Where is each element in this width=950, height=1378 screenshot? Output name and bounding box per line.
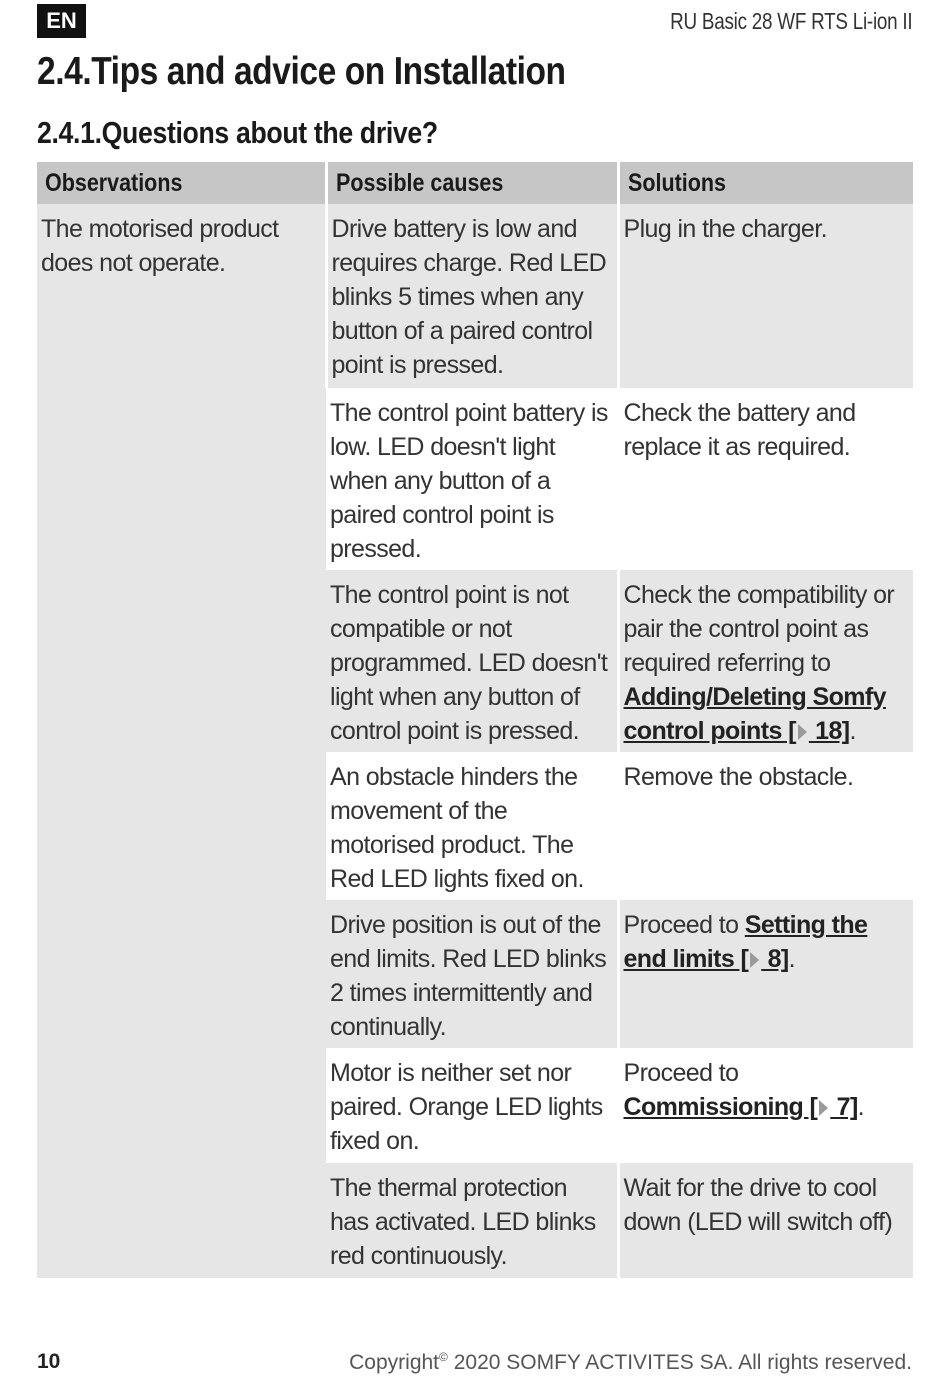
copyright-symbol: ©	[439, 1350, 448, 1364]
commissioning-link[interactable]: Commissioning [ 7]	[623, 1093, 858, 1121]
solution-cell: Proceed to Commissioning [ 7].	[618, 1048, 913, 1163]
cause-cell: Motor is neither set nor paired. Orange LED lights fixed on.	[326, 1048, 618, 1163]
header-observations: Observations	[37, 162, 326, 204]
solution-cell: Plug in the charger.	[618, 204, 913, 388]
setting-end-limits-link[interactable]: Setting the end limits [ 8]	[623, 911, 868, 973]
page-ref-arrow-icon	[798, 724, 807, 740]
cause-cell: The control point is not compatible or not programmed. LED doesn't light when any button of control point is pressed.	[326, 570, 618, 752]
cause-cell: An obstacle hinders the movement of the motorised product. The Red LED lights fixed on.	[326, 752, 618, 900]
adding-deleting-control-points-link[interactable]: Adding/Deleting Somfy control points [ 18]	[623, 683, 886, 745]
table-row	[37, 204, 913, 388]
cause-cell: Drive battery is low and requires charge. Red LED blinks 5 times when any button of a paired control point is pressed.	[326, 204, 618, 388]
section-title: 2.4.Tips and advice on Installation	[37, 50, 566, 93]
solution-cell: Remove the obstacle.	[618, 752, 913, 900]
header-solutions: Solutions	[618, 162, 913, 204]
cause-cell: The thermal protection has activated. LED blinks red continuously.	[326, 1163, 618, 1278]
copyright-notice: Copyright© 2020 SOMFY ACTIVITES SA. All rights reserved.	[349, 1350, 912, 1374]
language-badge: EN	[37, 4, 86, 38]
solution-cell: Proceed to Setting the end limits [ 8].	[618, 900, 913, 1048]
cause-cell: The control point battery is low. LED doesn't light when any button of a paired control point is pressed.	[326, 388, 618, 570]
header-possible-causes: Possible causes	[326, 162, 618, 204]
product-name: RU Basic 28 WF RTS Li-ion II	[669, 8, 912, 34]
page-ref-arrow-icon	[819, 1100, 828, 1116]
solution-cell: Wait for the drive to cool down (LED will switch off)	[618, 1163, 913, 1278]
observation-cell	[37, 204, 326, 1278]
solution-cell: Check the compatibility or pair the control point as required referring to Adding/Deleting Somfy control points [ 18].	[618, 570, 913, 752]
cause-cell: Drive position is out of the end limits. Red LED blinks 2 times intermittently and continually.	[326, 900, 618, 1048]
troubleshooting-table	[37, 162, 913, 1278]
table-header-row	[37, 162, 913, 204]
observation-text: The motorised product does not operate.	[41, 215, 279, 277]
page-number: 10	[37, 1350, 61, 1373]
solution-cell: Check the battery and replace it as required.	[618, 388, 913, 570]
page-ref-arrow-icon	[750, 952, 759, 968]
subsection-title: 2.4.1.Questions about the drive?	[37, 115, 438, 150]
